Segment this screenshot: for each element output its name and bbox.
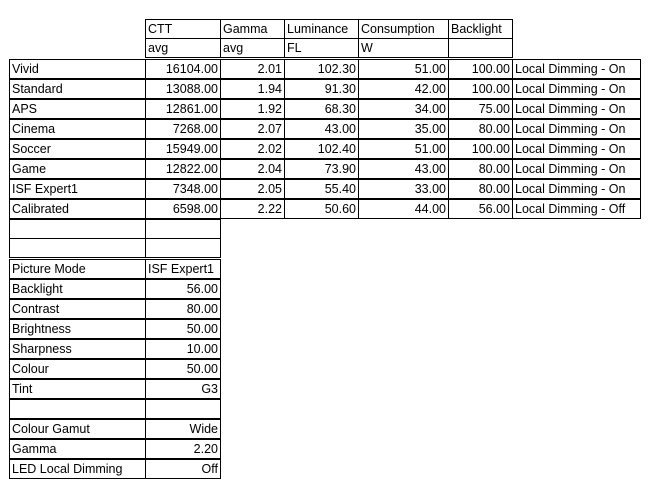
cell-luminance[interactable]: 102.30	[284, 59, 359, 79]
cell-dimming[interactable]: Local Dimming - On	[512, 119, 641, 139]
unit-ctt[interactable]: avg	[145, 38, 221, 58]
setting-value[interactable]: Wide	[145, 419, 221, 439]
cell-luminance[interactable]: 73.90	[284, 159, 359, 179]
cell-dimming[interactable]: Local Dimming - On	[512, 139, 641, 159]
cell-name[interactable]: ISF Expert1	[9, 179, 146, 199]
empty-cell[interactable]	[9, 238, 146, 258]
setting-label[interactable]	[9, 399, 146, 419]
cell-dimming[interactable]: Local Dimming - On	[512, 179, 641, 199]
cell-backlight[interactable]: 80.00	[448, 179, 513, 199]
header-backlight[interactable]: Backlight	[448, 19, 513, 39]
cell-backlight[interactable]: 80.00	[448, 159, 513, 179]
cell-ctt[interactable]: 16104.00	[145, 59, 221, 79]
cell-gamma[interactable]: 1.92	[220, 99, 285, 119]
cell-dimming[interactable]: Local Dimming - On	[512, 159, 641, 179]
cell-backlight[interactable]: 80.00	[448, 119, 513, 139]
cell-ctt[interactable]: 12822.00	[145, 159, 221, 179]
header-luminance[interactable]: Luminance	[284, 19, 359, 39]
cell-ctt[interactable]: 12861.00	[145, 99, 221, 119]
setting-label[interactable]: Picture Mode	[9, 259, 146, 279]
empty-cell[interactable]	[145, 238, 221, 258]
cell-consumption[interactable]: 44.00	[358, 199, 449, 219]
setting-value[interactable]: 50.00	[145, 359, 221, 379]
cell-ctt[interactable]: 15949.00	[145, 139, 221, 159]
cell-name[interactable]: Vivid	[9, 59, 146, 79]
cell-backlight[interactable]: 56.00	[448, 199, 513, 219]
cell-dimming[interactable]: Local Dimming - On	[512, 79, 641, 99]
cell-ctt[interactable]: 7268.00	[145, 119, 221, 139]
cell-gamma[interactable]: 2.04	[220, 159, 285, 179]
unit-luminance[interactable]: FL	[284, 38, 359, 58]
unit-consumption[interactable]: W	[358, 38, 449, 58]
cell-dimming[interactable]: Local Dimming - On	[512, 99, 641, 119]
cell-consumption[interactable]: 33.00	[358, 179, 449, 199]
empty-cell[interactable]	[9, 219, 146, 239]
cell-backlight[interactable]: 100.00	[448, 139, 513, 159]
setting-label[interactable]: Sharpness	[9, 339, 146, 359]
cell-dimming[interactable]: Local Dimming - Off	[512, 199, 641, 219]
setting-label[interactable]: Colour Gamut	[9, 419, 146, 439]
unit-backlight[interactable]	[448, 38, 513, 58]
cell-ctt[interactable]: 13088.00	[145, 79, 221, 99]
cell-consumption[interactable]: 43.00	[358, 159, 449, 179]
cell-ctt[interactable]: 6598.00	[145, 199, 221, 219]
cell-luminance[interactable]: 91.30	[284, 79, 359, 99]
setting-value[interactable]: 50.00	[145, 319, 221, 339]
setting-label[interactable]: Brightness	[9, 319, 146, 339]
setting-value[interactable]: G3	[145, 379, 221, 399]
setting-value[interactable]: Off	[145, 459, 221, 479]
cell-gamma[interactable]: 2.07	[220, 119, 285, 139]
setting-value[interactable]: 10.00	[145, 339, 221, 359]
cell-gamma[interactable]: 2.01	[220, 59, 285, 79]
cell-luminance[interactable]: 68.30	[284, 99, 359, 119]
cell-luminance[interactable]: 55.40	[284, 179, 359, 199]
setting-value[interactable]: 80.00	[145, 299, 221, 319]
setting-label[interactable]: Backlight	[9, 279, 146, 299]
cell-luminance[interactable]: 43.00	[284, 119, 359, 139]
setting-label[interactable]: Colour	[9, 359, 146, 379]
cell-gamma[interactable]: 2.02	[220, 139, 285, 159]
setting-value[interactable]: ISF Expert1	[145, 259, 221, 279]
cell-consumption[interactable]: 34.00	[358, 99, 449, 119]
cell-luminance[interactable]: 50.60	[284, 199, 359, 219]
cell-ctt[interactable]: 7348.00	[145, 179, 221, 199]
setting-label[interactable]: Contrast	[9, 299, 146, 319]
cell-consumption[interactable]: 51.00	[358, 139, 449, 159]
setting-label[interactable]: LED Local Dimming	[9, 459, 146, 479]
setting-value[interactable]	[145, 399, 221, 419]
setting-label[interactable]: Tint	[9, 379, 146, 399]
cell-backlight[interactable]: 100.00	[448, 79, 513, 99]
cell-name[interactable]: Soccer	[9, 139, 146, 159]
cell-luminance[interactable]: 102.40	[284, 139, 359, 159]
cell-name[interactable]: Game	[9, 159, 146, 179]
empty-cell[interactable]	[145, 219, 221, 239]
setting-value[interactable]: 2.20	[145, 439, 221, 459]
setting-value[interactable]: 56.00	[145, 279, 221, 299]
unit-gamma[interactable]: avg	[220, 38, 285, 58]
header-gamma[interactable]: Gamma	[220, 19, 285, 39]
setting-label[interactable]: Gamma	[9, 439, 146, 459]
cell-name[interactable]: Standard	[9, 79, 146, 99]
cell-name[interactable]: APS	[9, 99, 146, 119]
cell-gamma[interactable]: 2.05	[220, 179, 285, 199]
cell-name[interactable]: Calibrated	[9, 199, 146, 219]
cell-backlight[interactable]: 100.00	[448, 59, 513, 79]
cell-gamma[interactable]: 2.22	[220, 199, 285, 219]
cell-gamma[interactable]: 1.94	[220, 79, 285, 99]
cell-backlight[interactable]: 75.00	[448, 99, 513, 119]
cell-dimming[interactable]: Local Dimming - On	[512, 59, 641, 79]
cell-consumption[interactable]: 51.00	[358, 59, 449, 79]
cell-name[interactable]: Cinema	[9, 119, 146, 139]
header-consumption[interactable]: Consumption	[358, 19, 449, 39]
header-ctt[interactable]: CTT	[145, 19, 221, 39]
cell-consumption[interactable]: 35.00	[358, 119, 449, 139]
cell-consumption[interactable]: 42.00	[358, 79, 449, 99]
